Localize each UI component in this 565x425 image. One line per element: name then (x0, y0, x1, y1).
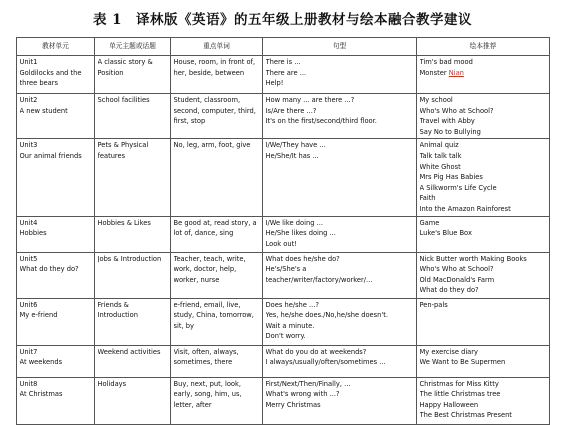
cell-line: Unit7 (19, 347, 38, 356)
cell-line: It's on the first/second/third floor. (265, 117, 377, 126)
cell-line: House, room, in front of, (173, 58, 256, 66)
cell-line: Who's Who at School? (419, 265, 494, 274)
cell-line: Hobbies (19, 229, 47, 238)
cell-line: Be good at, read story, a (173, 218, 257, 227)
cell-line: Hobbies & Likes (97, 218, 151, 227)
cell-line: Unit6 (19, 300, 38, 309)
cell-line: Weekend activities (97, 347, 161, 356)
unit-cell (17, 345, 95, 377)
topic-cell (95, 216, 171, 252)
key-words-cell (171, 298, 263, 345)
table-row (17, 139, 550, 216)
cell-line: Faith (419, 194, 436, 203)
cell-line: Unit8 (19, 379, 38, 388)
sentence-patterns-cell (263, 94, 417, 139)
table-row (17, 216, 550, 252)
cell-line: worker, nurse (173, 275, 220, 284)
recommended-books-cell (417, 216, 550, 252)
cell-line: Unit1 (19, 58, 38, 66)
cell-line: Say No to Bullying (419, 127, 481, 136)
cell-line: White Ghost (419, 162, 461, 171)
cell-line: Merry Christmas (265, 400, 321, 409)
sentence-patterns-cell (263, 216, 417, 252)
cell-line: He/She/It has ... (265, 151, 319, 160)
sentence-patterns-cell (263, 252, 417, 298)
cell-line: Teacher, teach, write, (173, 254, 246, 263)
cell-line: teacher/writer/factory/worker/... (265, 275, 373, 284)
recommended-books-cell (417, 345, 550, 377)
table-row (17, 377, 550, 424)
topic-cell (95, 345, 171, 377)
cell-line: Who's Who at School? (419, 106, 494, 115)
cell-line: There is ... (265, 58, 301, 66)
sentence-patterns-cell (263, 56, 417, 94)
recommended-books-cell (417, 298, 550, 345)
cell-line: her, beside, between (173, 68, 245, 77)
book-title-part: Monster (419, 68, 449, 77)
cell-line: early, song, him, us, (173, 390, 242, 399)
table-title: 表 1 译林版《英语》的五年级上册教材与绘本融合教学建议 (92, 12, 473, 28)
cell-line: lot of, dance, sing (173, 229, 234, 238)
header-sentence-patterns: 句型 (263, 38, 417, 56)
table-row (17, 298, 550, 345)
cell-line: I/We like doing ... (265, 218, 323, 227)
topic-cell (95, 377, 171, 424)
cell-line: First/Next/Then/Finally, ... (265, 379, 351, 388)
topic-cell (95, 94, 171, 139)
key-words-cell (171, 377, 263, 424)
cell-line: Mrs Pig Has Babies (419, 173, 483, 182)
cell-line: Travel with Abby (419, 117, 475, 126)
cell-line: Pets & Physical (97, 141, 149, 150)
key-words-cell (171, 139, 263, 216)
sentence-patterns-cell (263, 139, 417, 216)
cell-line: sometimes, there (173, 358, 233, 367)
cell-line: Friends & (97, 300, 129, 309)
cell-line: He's/She's a (265, 265, 307, 274)
cell-line: Happy Halloween (419, 400, 479, 409)
unit-cell (17, 139, 95, 216)
cell-line: Talk talk talk (419, 151, 462, 160)
cell-line: My e-friend (19, 311, 58, 320)
unit-cell (17, 252, 95, 298)
cell-line: Wait a minute. (265, 321, 315, 330)
cell-line: Jobs & Introduction (97, 254, 162, 263)
cell-line: Help! (265, 79, 284, 88)
spellcheck-underlined-word: Nian (448, 68, 464, 77)
cell-line: Animal quiz (419, 141, 459, 150)
recommended-books-cell (417, 56, 550, 94)
cell-line: What do you do at weekends? (265, 347, 367, 356)
cell-line: School facilities (97, 96, 150, 104)
table-row (17, 56, 550, 94)
cell-line: Visit, often, always, (173, 347, 239, 356)
topic-cell (95, 139, 171, 216)
header-key-words: 重点单词 (171, 38, 263, 56)
cell-line: Does he/she ...? (265, 300, 319, 309)
table-row (17, 252, 550, 298)
cell-line: What do they do? (19, 265, 79, 274)
cell-line: Introduction (97, 311, 138, 320)
table-row (17, 345, 550, 377)
cell-line: No, leg, arm, foot, give (173, 141, 251, 150)
header-recommended-books: 绘本推荐 (417, 38, 550, 56)
cell-line: Is/Are there ...? (265, 106, 317, 115)
cell-line (420, 68, 547, 79)
sentence-patterns-cell (263, 377, 417, 424)
recommended-books-cell (417, 252, 550, 298)
sentence-patterns-cell (263, 345, 417, 377)
key-words-cell (171, 56, 263, 94)
cell-line: Buy, next, put, look, (173, 379, 241, 388)
cell-line: There are ... (265, 68, 307, 77)
cell-line: Game (419, 218, 440, 227)
recommended-books-cell (417, 139, 550, 216)
topic-cell (95, 56, 171, 94)
cell-line: The little Christmas tree (419, 390, 501, 399)
cell-line: At weekends (19, 358, 63, 367)
recommended-books-cell (417, 94, 550, 139)
cell-line: Unit3 (19, 141, 38, 150)
cell-line: Look out! (265, 239, 297, 248)
cell-line: What's wrong with ...? (265, 390, 340, 399)
cell-line: Yes, he/she does./No,he/she doesn't. (265, 311, 388, 320)
cell-line: three bears (19, 79, 59, 88)
cell-line: Goldilocks and the (19, 68, 82, 77)
key-words-cell (171, 345, 263, 377)
teaching-suggestion-table (16, 37, 550, 425)
cell-line: Don't worry. (265, 332, 306, 341)
cell-line: The Best Christmas Present (419, 411, 512, 420)
cell-line: A Silkworm's Life Cycle (419, 183, 497, 192)
cell-line: Luke's Blue Box (419, 229, 472, 238)
table-row (17, 94, 550, 139)
header-unit: 教材单元 (17, 38, 95, 56)
cell-line: letter, after (173, 400, 212, 409)
cell-line: At Christmas (19, 390, 63, 399)
cell-line: I/We/They have ... (265, 141, 326, 150)
cell-line: Position (97, 68, 124, 77)
cell-line: e-friend, email, live, (173, 300, 241, 309)
unit-cell (17, 56, 95, 94)
cell-line: He/She likes doing ... (265, 229, 336, 238)
unit-cell (17, 94, 95, 139)
cell-line: What does he/she do? (265, 254, 340, 263)
unit-cell (17, 377, 95, 424)
unit-cell (17, 216, 95, 252)
cell-line: My exercise diary (419, 347, 478, 356)
cell-line: second, computer, third, (173, 106, 256, 115)
unit-cell (17, 298, 95, 345)
cell-line: Unit2 (19, 96, 38, 104)
cell-line: My school (419, 96, 453, 104)
cell-line: Unit5 (19, 254, 38, 263)
cell-line: We Want to Be Supermen (419, 358, 506, 367)
recommended-books-cell (417, 377, 550, 424)
cell-line: I always/usually/often/sometimes ... (265, 358, 386, 367)
cell-line: How many ... are there ...? (265, 96, 355, 104)
cell-line: A classic story & (97, 58, 153, 66)
cell-line: Pen-pals (419, 300, 448, 309)
cell-line: A new student (19, 106, 68, 115)
cell-line: Tim's bad mood (419, 58, 473, 66)
sentence-patterns-cell (263, 298, 417, 345)
table-body (17, 56, 550, 425)
cell-line: features (97, 151, 126, 160)
cell-line: first, stop (173, 117, 206, 126)
cell-line: study, China, tomorrow, (173, 311, 254, 320)
cell-line: Holidays (97, 379, 127, 388)
cell-line: Student, classroom, (173, 96, 241, 104)
cell-line: Christmas for Miss Kitty (419, 379, 499, 388)
table-header-row (17, 38, 550, 56)
cell-line: sit, by (173, 321, 194, 330)
key-words-cell (171, 252, 263, 298)
cell-line: What do they do? (419, 286, 479, 295)
key-words-cell (171, 216, 263, 252)
cell-line: Old MacDonald's Farm (419, 275, 495, 284)
topic-cell (95, 252, 171, 298)
topic-cell (95, 298, 171, 345)
cell-line: Our animal friends (19, 151, 82, 160)
cell-line: work, doctor, help, (173, 265, 237, 274)
header-topic: 单元主题或话题 (95, 38, 171, 56)
cell-line: Into the Amazon Rainforest (419, 204, 511, 213)
cell-line: Nick Butter worth Making Books (419, 254, 527, 263)
key-words-cell (171, 94, 263, 139)
cell-line: Unit4 (19, 218, 38, 227)
